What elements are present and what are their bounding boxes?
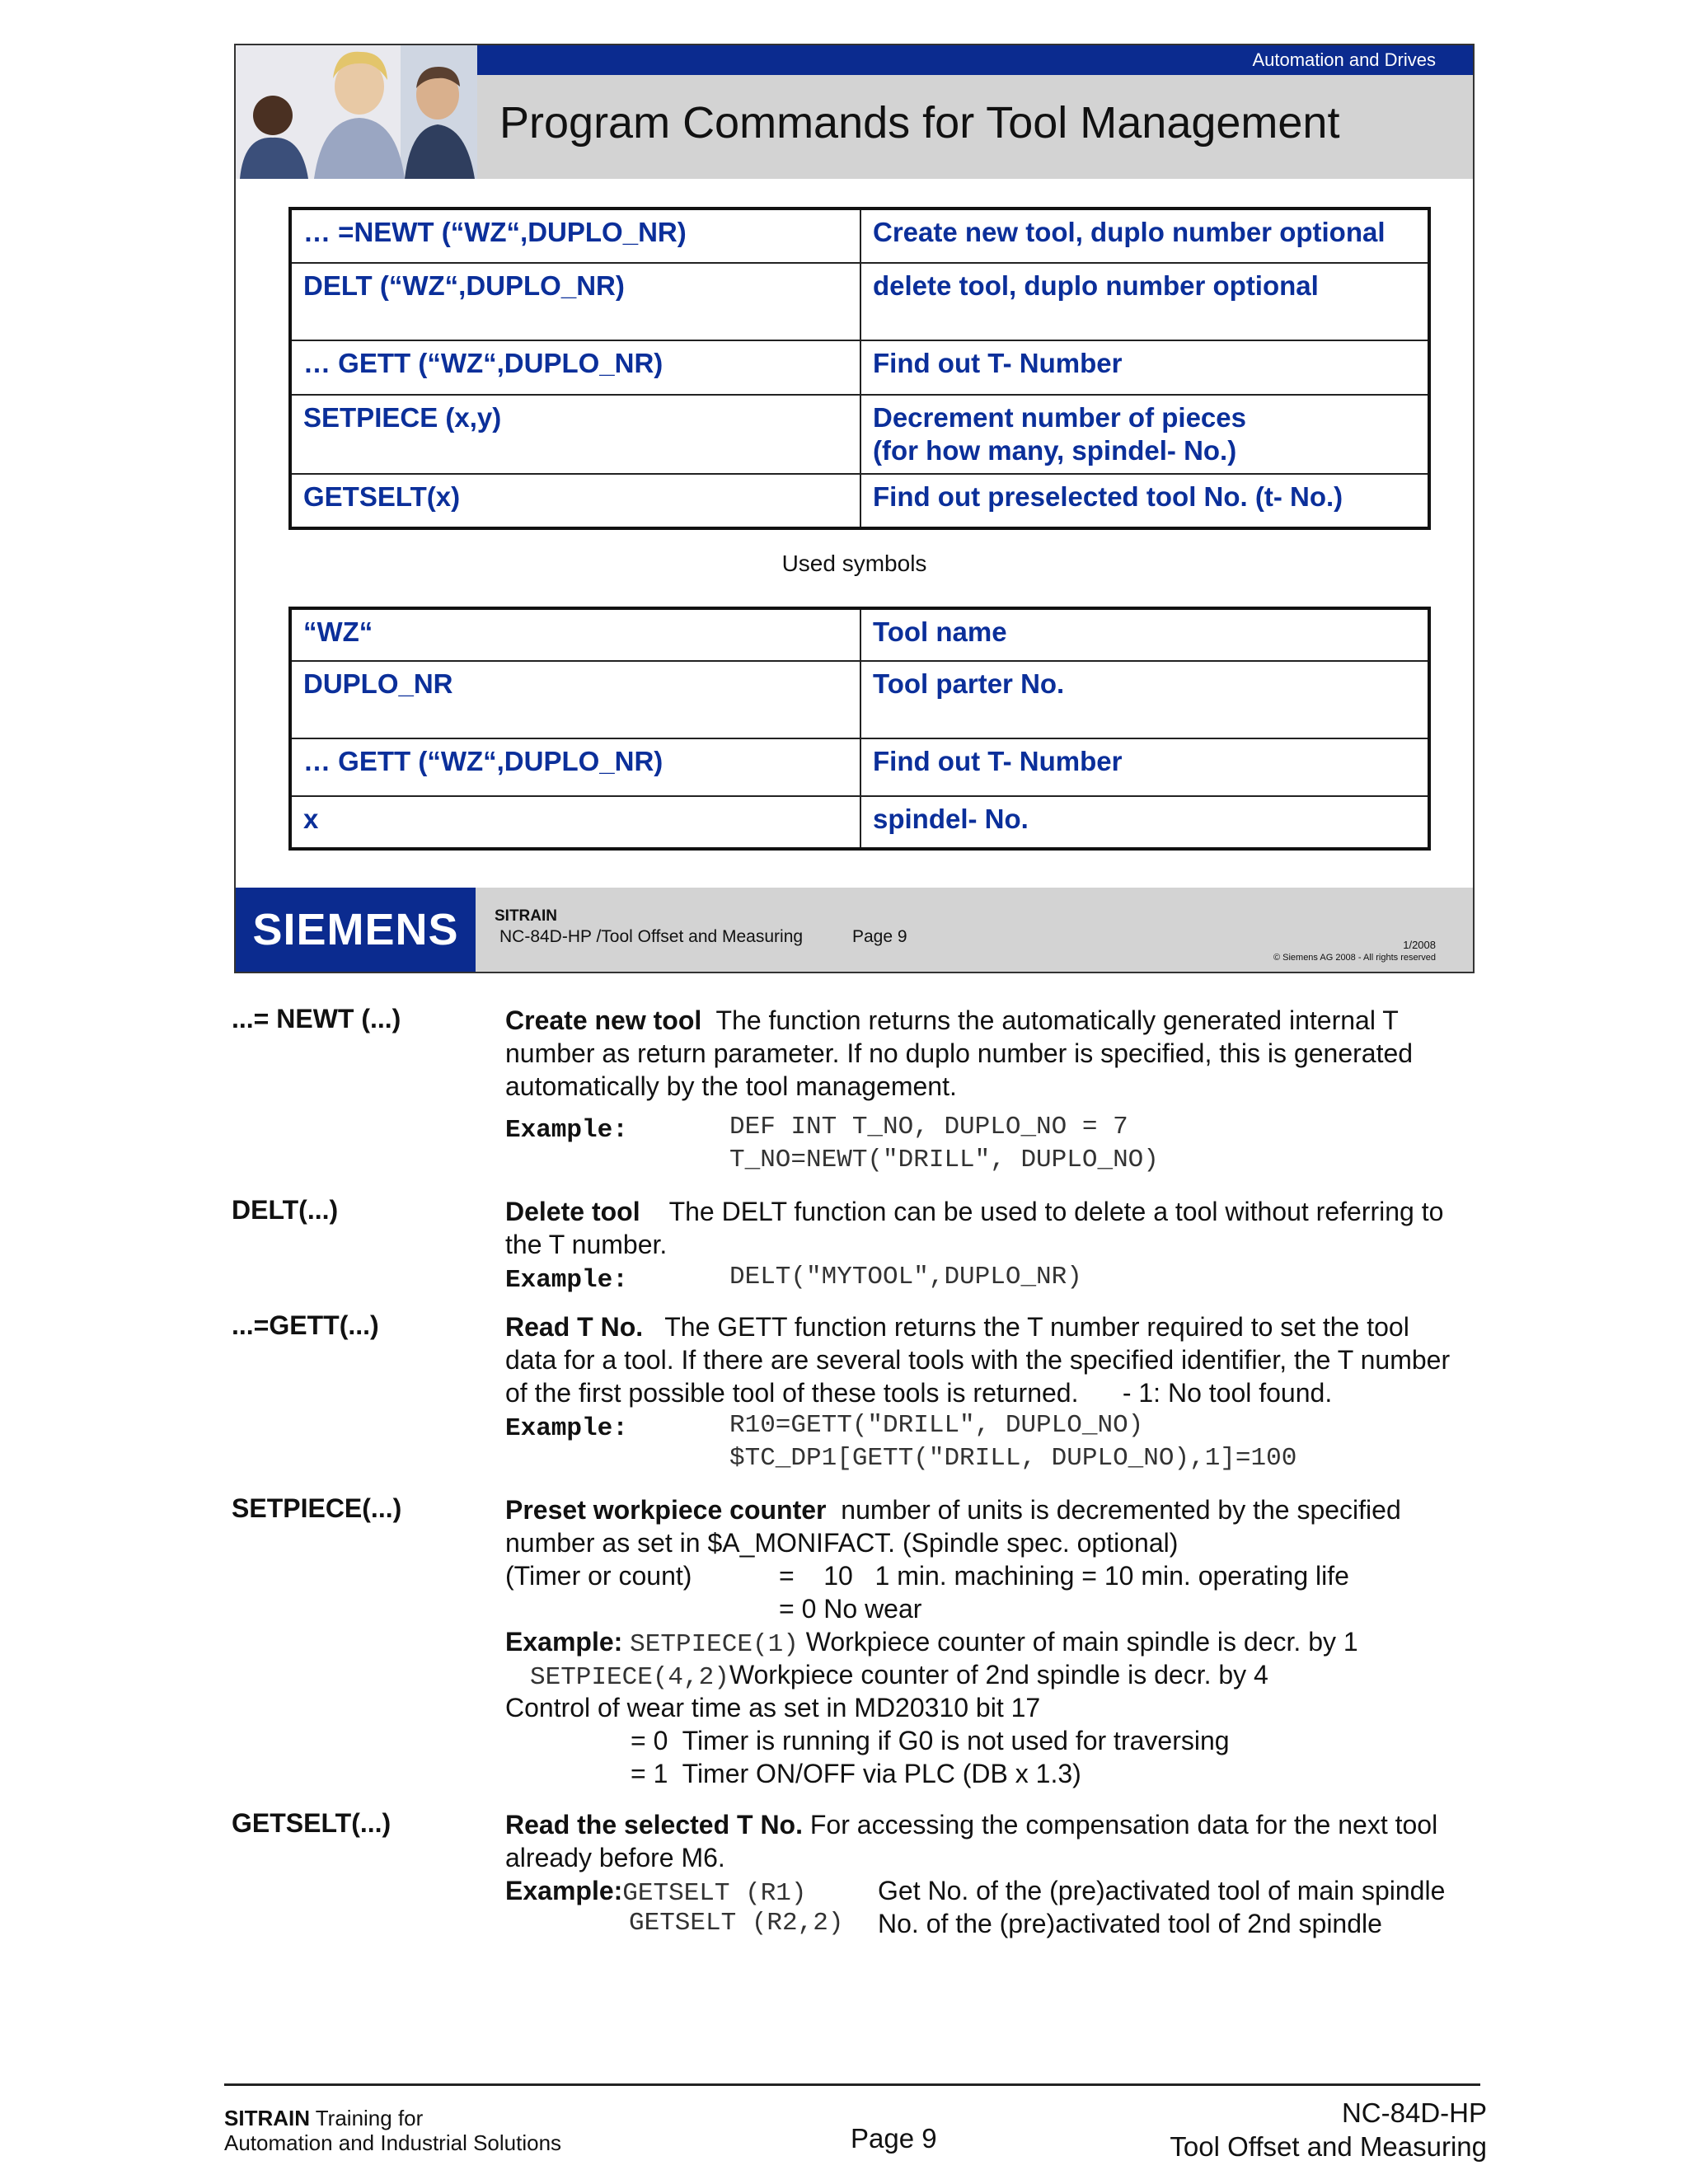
text-span: The DELT function can be used to delete a tool without referring to	[640, 1197, 1444, 1226]
example-label: Example:	[505, 1876, 623, 1905]
text-line	[505, 1757, 1494, 1790]
text-span: For accessing the compensation data for the next tool	[802, 1810, 1438, 1840]
text-span: = 0 No wear	[779, 1594, 922, 1624]
code-text: T_NO=NEWT("DRILL", DUPLO_NO)	[729, 1146, 1159, 1174]
footer-divider	[224, 2083, 1480, 2086]
text-line: number as return parameter. If no duplo number is specified, this is generated	[505, 1038, 1414, 1068]
code-text: $TC_DP1[GETT("DRILL, DUPLO_NO),1]=100	[729, 1444, 1297, 1473]
code-text: DELT("MYTOOL",DUPLO_NR)	[729, 1263, 1082, 1291]
table-row	[290, 263, 1429, 340]
table-row	[290, 796, 1429, 849]
code-text: SETPIECE(1)	[630, 1630, 799, 1659]
text-line: data for a tool. If there are several tools with the specified identifier, the T number	[505, 1345, 1451, 1375]
text-line	[505, 1724, 1494, 1757]
commands-table	[288, 207, 1431, 530]
example-label: Example:	[505, 1627, 623, 1657]
symbol-cell: … GETT (“WZ“,DUPLO_NR)	[290, 738, 860, 796]
entry-heading: Read T No.	[505, 1312, 644, 1342]
footer-course-code: NC-84D-HP	[1341, 2097, 1487, 2128]
entry-term: SETPIECE(...)	[232, 1493, 402, 1523]
meaning-cell: spindel- No.	[860, 796, 1429, 849]
text-span: = 10 1 min. machining = 10 min. operating life	[779, 1561, 1349, 1591]
example-line	[505, 1874, 1494, 1907]
example-line	[505, 1907, 1494, 1940]
symbol-cell: “WZ“	[290, 608, 860, 661]
example-line	[505, 1442, 1494, 1475]
command-cell: SETPIECE (x,y)	[290, 395, 860, 474]
text-line: number as set in $A_MONIFACT. (Spindle spec. optional)	[505, 1528, 1179, 1558]
footer-training-line	[224, 2106, 423, 2131]
entry-description	[505, 1808, 1494, 1940]
text-line	[505, 1559, 1494, 1592]
command-cell: DELT (“WZ“,DUPLO_NR)	[290, 263, 860, 340]
symbol-cell: DUPLO_NR	[290, 661, 860, 738]
symbol-cell: x	[290, 796, 860, 849]
code-text: SETPIECE(4,2)	[530, 1663, 729, 1692]
text-span: Workpiece counter of main spindle is decr. by 1	[798, 1627, 1358, 1657]
text-line: automatically by the tool management.	[505, 1071, 957, 1101]
command-cell: … =NEWT (“WZ“,DUPLO_NR)	[290, 209, 860, 263]
description-line: (for how many, spindel- No.)	[873, 435, 1237, 466]
text-line	[505, 1310, 1494, 1343]
footer-course-title: Tool Offset and Measuring	[1170, 2131, 1487, 2162]
example-line	[505, 1409, 1494, 1442]
meaning-cell: Tool name	[860, 608, 1429, 661]
text-span: number of units is decremented by the specified	[826, 1495, 1401, 1525]
table-row	[290, 209, 1429, 263]
example-line	[505, 1625, 1494, 1658]
entry-heading: Create new tool	[505, 1005, 702, 1035]
slide-page-number: Page 9	[852, 927, 907, 946]
entry-description	[505, 1004, 1494, 1177]
entry-term: ...= NEWT (...)	[232, 1004, 401, 1033]
table-row	[290, 661, 1429, 738]
example-label: Example:	[505, 1414, 628, 1443]
example-label: Example:	[505, 1266, 628, 1295]
text-span: = 1 Timer ON/OFF via PLC (DB x 1.3)	[631, 1759, 1081, 1788]
course-label: NC-84D-HP /Tool Offset and Measuring	[499, 927, 804, 946]
description-line: Decrement number of pieces	[873, 402, 1246, 433]
example-line	[505, 1144, 1494, 1177]
text-line	[505, 1493, 1494, 1526]
code-text: GETSELT (R1)	[622, 1879, 807, 1908]
meaning-cell: Find out T- Number	[860, 738, 1429, 796]
slide-frame	[234, 44, 1475, 973]
text-line: the T number.	[505, 1230, 668, 1259]
entry-heading: Preset workpiece counter	[505, 1495, 827, 1525]
text-line: already before M6.	[505, 1843, 725, 1872]
slide-title: Program Commands for Tool Management	[499, 98, 1340, 148]
meaning-cell: Tool parter No.	[860, 661, 1429, 738]
description-cell	[860, 395, 1429, 474]
command-cell: … GETT (“WZ“,DUPLO_NR)	[290, 340, 860, 395]
command-cell: GETSELT(x)	[290, 474, 860, 528]
description-cell: Find out preselected tool No. (t- No.)	[860, 474, 1429, 528]
text-span: (Timer or count)	[505, 1561, 692, 1591]
entry-term: GETSELT(...)	[232, 1808, 392, 1838]
text-line	[505, 1004, 1494, 1037]
entry-heading: Read the selected T No.	[505, 1810, 803, 1840]
text-line: Control of wear time as set in MD20310 bit 17	[505, 1693, 1041, 1722]
table-row	[290, 340, 1429, 395]
description-cell: Find out T- Number	[860, 340, 1429, 395]
text-span: Get No. of the (pre)activated tool of main spindle	[878, 1876, 1446, 1905]
text-span: No. of the (pre)activated tool of 2nd spindle	[878, 1909, 1382, 1938]
sitrain-label: SITRAIN	[495, 907, 557, 925]
table-row	[290, 395, 1429, 474]
code-text: R10=GETT("DRILL", DUPLO_NO)	[729, 1411, 1144, 1440]
example-label: Example:	[505, 1116, 628, 1145]
example-line	[505, 1111, 1494, 1144]
text-span: The function returns the automatically generated internal T	[701, 1005, 1399, 1035]
page-number: Page 9	[851, 2123, 937, 2154]
text-line	[505, 1592, 1494, 1625]
text-line	[505, 1195, 1494, 1228]
table-row	[290, 608, 1429, 661]
text-span: Training for	[310, 2106, 424, 2130]
entry-term: ...=GETT(...)	[232, 1310, 379, 1340]
sitrain-brand: SITRAIN	[224, 2106, 310, 2130]
description-cell: Create new tool, duplo number optional	[860, 209, 1429, 263]
example-line	[505, 1261, 1494, 1294]
entry-description	[505, 1493, 1494, 1790]
entry-heading: Delete tool	[505, 1197, 640, 1226]
symbols-table	[288, 607, 1431, 851]
automation-drives-bar: Automation and Drives	[477, 45, 1473, 75]
example-line	[505, 1658, 1494, 1691]
text-span: Workpiece counter of 2nd spindle is decr. by 4	[729, 1660, 1268, 1690]
entry-term: DELT(...)	[232, 1195, 339, 1225]
entry-description	[505, 1195, 1494, 1294]
description-cell: delete tool, duplo number optional	[860, 263, 1429, 340]
table-row	[290, 738, 1429, 796]
header-photo	[236, 45, 477, 179]
footer-solutions-line: Automation and Industrial Solutions	[224, 2130, 562, 2155]
siemens-logo: SIEMENS	[236, 888, 476, 972]
text-span: = 0 Timer is running if G0 is not used for traversing	[631, 1726, 1230, 1755]
used-symbols-label: Used symbols	[781, 551, 927, 576]
copyright-notice: © Siemens AG 2008 - All rights reserved	[1273, 953, 1436, 963]
slide-header	[236, 45, 1473, 179]
text-span: The GETT function returns the T number required to set the tool	[643, 1312, 1409, 1342]
table-row	[290, 474, 1429, 528]
text-line: of the first possible tool of these tools is returned. - 1: No tool found.	[505, 1378, 1333, 1408]
code-text: DEF INT T_NO, DUPLO_NO = 7	[729, 1113, 1128, 1141]
text-line	[505, 1808, 1494, 1841]
slide-date: 1/2008	[1403, 939, 1436, 951]
code-text: GETSELT (R2,2)	[629, 1909, 844, 1938]
entry-description	[505, 1310, 1494, 1475]
slide-footer	[236, 888, 1473, 972]
